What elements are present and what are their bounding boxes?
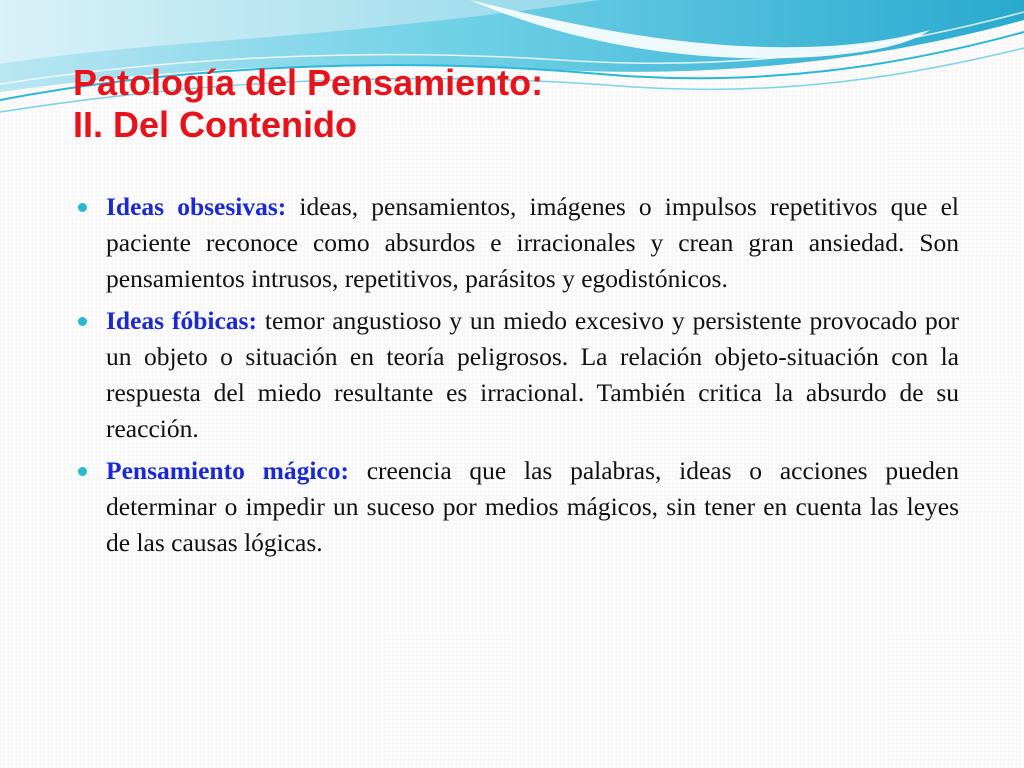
bullet-text: creencia que las palabras, ideas o acciones pueden determinar o impedir un suceso por medios mágicos, sin tener en cuenta las leyes de las causas lógicas. <box>106 456 959 557</box>
bullet-term: Pensamiento mágico: <box>106 456 349 485</box>
bullet-item-ideas-fobicas <box>78 303 959 447</box>
bullet-dot-icon <box>78 317 87 326</box>
bullet-item-pensamiento-magico <box>78 453 959 561</box>
slide-title-line-2: II. Del Contenido <box>73 104 357 145</box>
slide-title-line-1: Patología del Pensamiento: <box>73 62 544 103</box>
bullet-term: Ideas fóbicas: <box>106 306 257 335</box>
bullet-text: ideas, pensamientos, imágenes o impulsos repetitivos que el paciente reconoce como absurdos e irracionales y crean gran ansiedad. Son pensamientos intrusos, repetitivos, parásitos y egodistónicos. <box>106 192 959 293</box>
bullet-dot-icon <box>78 203 87 212</box>
bullet-item-ideas-obsesivas <box>78 189 959 297</box>
bullet-term: Ideas obsesivas: <box>106 192 287 221</box>
bullet-text: temor angustioso y un miedo excesivo y persistente provocado por un objeto o situación en teoría peligrosos. La relación objeto-situación con la respuesta del miedo resultante es irracional. También critica la absurdo de su reacción. <box>106 306 960 443</box>
bullet-dot-icon <box>78 467 87 476</box>
bullet-list <box>78 189 959 567</box>
slide-title <box>73 62 973 146</box>
